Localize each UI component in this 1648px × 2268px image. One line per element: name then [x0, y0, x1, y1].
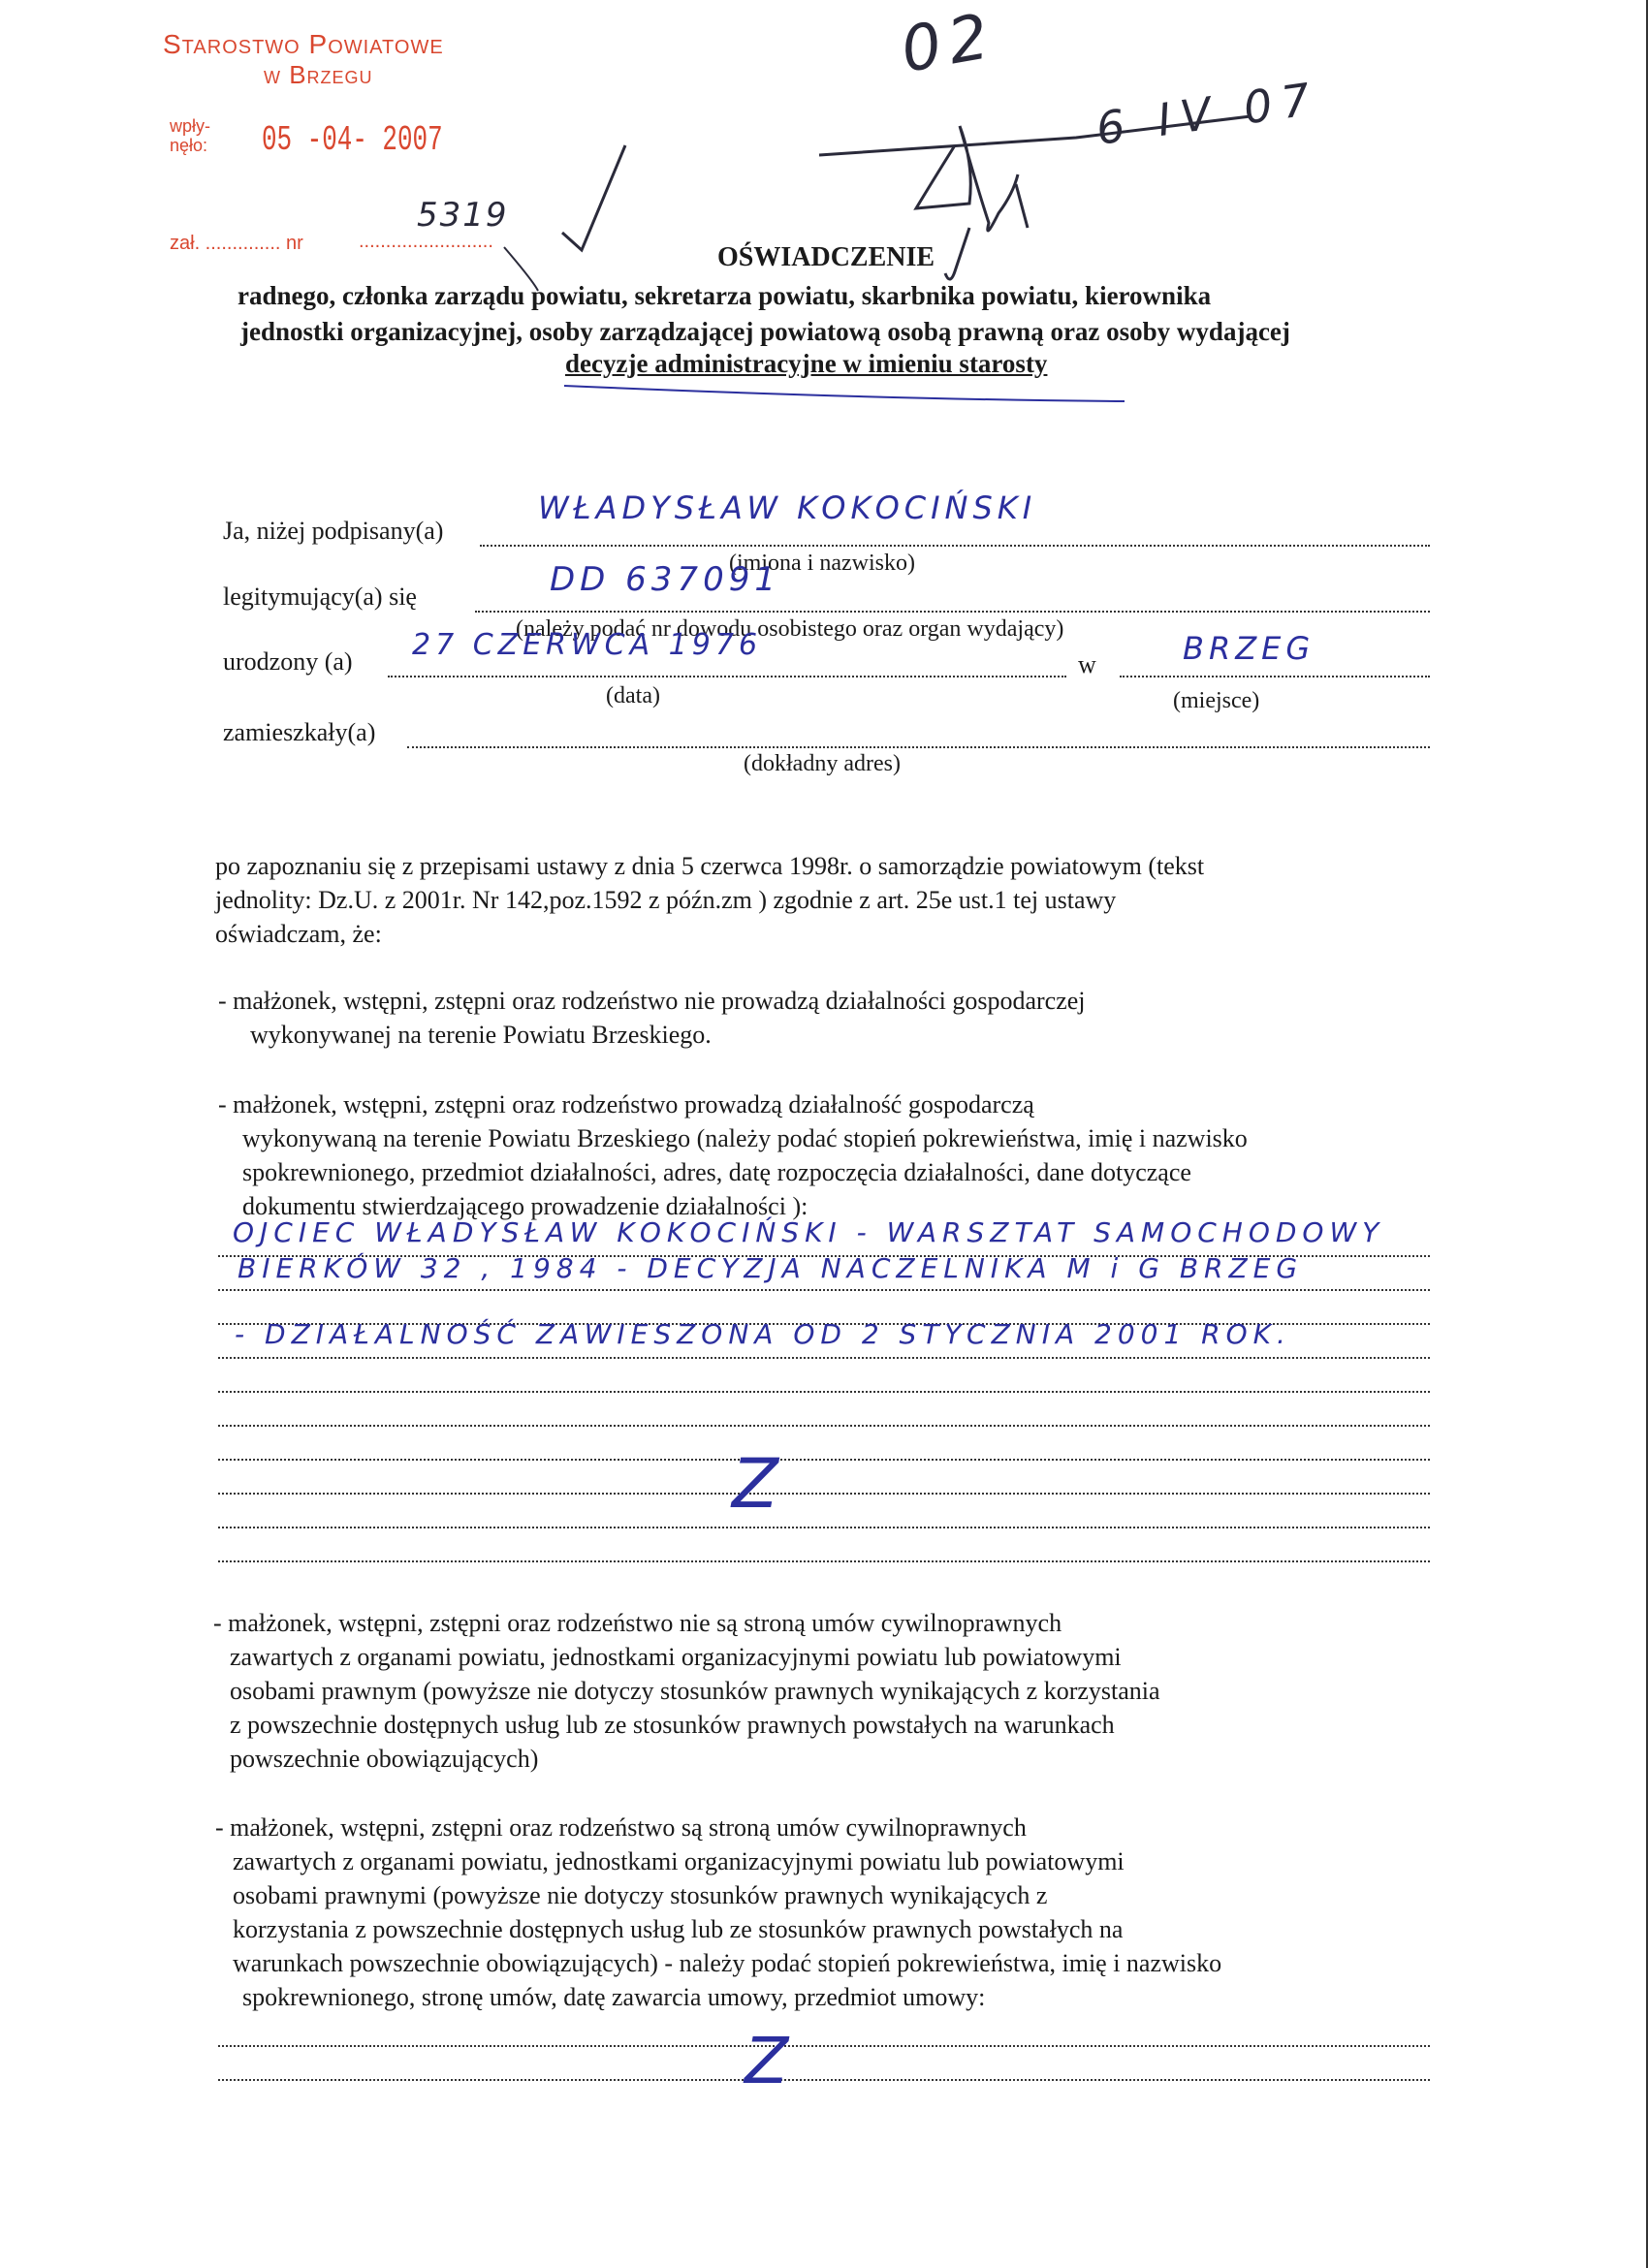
answer-line — [218, 1493, 1430, 1495]
stamp-office-line2: w Brzegu — [264, 60, 373, 89]
item2-line4: dokumentu stwierdzającego prowadzenie działalności ): — [242, 1192, 808, 1220]
field-born-date-value: 27 CZERWCA 1976 — [412, 628, 763, 662]
z-mark-1: Z — [732, 1444, 778, 1524]
field-born-place-dots — [1120, 676, 1430, 677]
answer-line — [218, 1289, 1430, 1291]
item3-line1: - małżonek, wstępni, zstępni oraz rodzeństwo nie są stroną umów cywilnoprawnych — [213, 1609, 1062, 1637]
item4-line2: zawartych z organami powiatu, jednostkami organizacyjnymi powiatu lub powiatowymi — [233, 1847, 1125, 1875]
field-date-caption: (data) — [606, 683, 660, 709]
answer-line — [218, 1459, 1430, 1461]
stamp-office-line1: Starostwo Powiatowe — [163, 29, 444, 59]
item3-line3: osobami prawnym (powyższe nie dotyczy stosunków prawnych wynikających z korzystania — [230, 1677, 1160, 1705]
item4-line5: warunkach powszechnie obowiązujących) - należy podać stopień pokrewieństwa, imię i nazwisko — [233, 1949, 1222, 1977]
field-name-label: Ja, niżej podpisany(a) — [223, 517, 444, 545]
item4-line4: korzystania z powszechnie dostępnych usług lub ze stosunków prawnych powstałych na — [233, 1915, 1124, 1943]
field-name-caption: (imiona i nazwisko) — [729, 551, 915, 576]
field-name-dots — [480, 545, 1430, 547]
answer-line — [218, 1391, 1430, 1393]
z-mark-2: Z — [745, 2024, 789, 2098]
answer-line — [218, 1527, 1430, 1528]
field-address-caption: (dokładny adres) — [744, 751, 901, 776]
field-address-label: zamieszkały(a) — [223, 718, 376, 746]
item2-line3: spokrewnionego, przedmiot działalności, adres, datę rozpoczęcia działalności, dane dotyczące — [242, 1158, 1191, 1186]
answer-line — [218, 1560, 1430, 1562]
document-subtitle-line2: jednostki organizacyjnej, osoby zarządzającej powiatową osobą prawną oraz osoby wydającej — [240, 317, 1290, 346]
item2-line2: wykonywaną na terenie Powiatu Brzeskiego (należy podać stopień pokrewieństwa, imię i nazwisko — [242, 1124, 1248, 1152]
activity-line3-handwritten: - DZIAŁALNOŚĆ ZAWIESZONA OD 2 STYCZNIA 2001 ROK. — [235, 1318, 1291, 1350]
item1-line1: - małżonek, wstępni, zstępni oraz rodzeństwo nie prowadzą działalności gospodarczej — [218, 987, 1086, 1015]
stamp-received-label: wpły- nęło: — [170, 116, 211, 155]
field-born-in-label: w — [1078, 650, 1096, 678]
answer-line — [218, 2079, 1430, 2081]
document-title: OŚWIADCZENIE — [717, 242, 935, 272]
document-subtitle-line1: radnego, członka zarządu powiatu, sekretarza powiatu, skarbnika powiatu, kierownika — [238, 281, 1212, 310]
activity-line2-handwritten: BIERKÓW 32 , 1984 - DECYZJA NACZELNIKA M i G BRZEG — [238, 1252, 1304, 1284]
field-id-dots — [475, 611, 1430, 613]
field-id-value: DD 637091 — [550, 560, 780, 599]
item2-line1: - małżonek, wstępni, zstępni oraz rodzeństwo prowadzą działalność gospodarczą — [218, 1090, 1034, 1118]
field-id-caption: (należy podać nr dowodu osobistego oraz organ wydający) — [516, 616, 1064, 642]
register-number-handwritten: 5319 — [417, 196, 509, 235]
top-date-handwritten: 6 IV 07 — [1093, 72, 1323, 155]
item4-line1: - małżonek, wstępni, zstępni oraz rodzeństwo są stroną umów cywilnoprawnych — [215, 1813, 1027, 1842]
field-born-label: urodzony (a) — [223, 647, 353, 676]
stamp-received-date: 05 -04- 2007 — [262, 120, 443, 160]
intro-line2: jednolity: Dz.U. z 2001r. Nr 142,poz.1592 z późn.zm ) zgodnie z art. 25e ust.1 tej ustawy — [215, 886, 1117, 914]
item4-line3: osobami prawnymi (powyższe nie dotyczy stosunków prawnych wynikających z — [233, 1881, 1048, 1909]
stamp-attachments-label: zał. .............. nr — [170, 233, 303, 254]
item1-line2: wykonywanej na terenie Powiatu Brzeskiego. — [250, 1021, 712, 1049]
item3-line4: z powszechnie dostępnych usług lub ze stosunków prawnych powstałych na warunkach — [230, 1711, 1115, 1739]
intro-line3: oświadczam, że: — [215, 920, 382, 948]
field-born-place-value: BRZEG — [1183, 630, 1315, 667]
stamp-number-dots: ......................... — [359, 231, 493, 252]
intro-line1: po zapoznaniu się z przepisami ustawy z dnia 5 czerwca 1998r. o samorządzie powiatowym (tekst — [215, 852, 1205, 880]
field-name-value: WŁADYSŁAW KOKOCIŃSKI — [538, 489, 1037, 526]
item4-line6: spokrewnionego, stronę umów, datę zawarcia umowy, przedmiot umowy: — [242, 1983, 986, 2011]
document-subtitle-line3: decyzje administracyjne w imieniu starosty — [565, 349, 1048, 378]
activity-line1-handwritten: OJCIEC WŁADYSŁAW KOKOCIŃSKI - WARSZTAT SAMOCHODOWY — [233, 1216, 1385, 1248]
item3-line5: powszechnie obowiązujących) — [230, 1745, 539, 1773]
answer-line — [218, 2045, 1430, 2047]
field-born-date-dots — [388, 676, 1066, 677]
answer-line — [218, 1357, 1430, 1359]
field-address-dots — [407, 746, 1430, 748]
item3-line2: zawartych z organami powiatu, jednostkami organizacyjnymi powiatu lub powiatowymi — [230, 1643, 1122, 1671]
field-id-label: legitymujący(a) się — [223, 583, 417, 611]
answer-line — [218, 1425, 1430, 1427]
field-place-caption: (miejsce) — [1173, 688, 1260, 713]
top-note-handwritten: 02 — [896, 0, 1002, 87]
